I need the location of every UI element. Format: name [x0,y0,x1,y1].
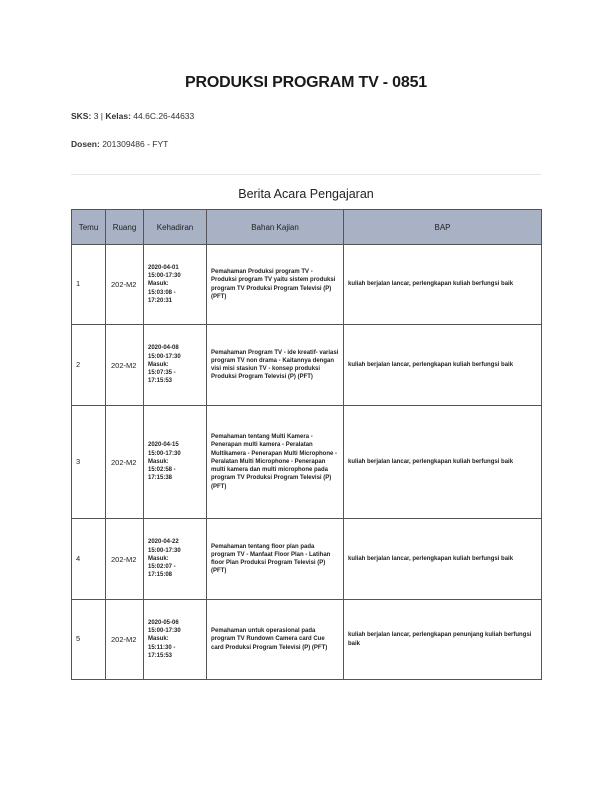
separator: | [100,111,104,121]
table-row [72,519,542,600]
jam: 15:00-17:30 [148,450,181,457]
table-header-row [72,210,542,245]
jam: 15:00-17:30 [148,273,181,280]
ruang-cell: 202-M2 [106,245,144,325]
header-temu: Temu [72,210,106,245]
masuk: 15:03:08 - [148,289,176,296]
dosen-label: Dosen: [71,139,100,149]
divider [71,174,541,175]
ruang-cell: 202-M2 [106,325,144,406]
tanggal: 2020-04-01 [148,264,179,271]
bap-cell: kuliah berjalan lancar, perlengkapan kuliah berfungsi baik [344,325,542,406]
masuk: 15:02:07 - [148,564,176,571]
kehadiran-cell [144,406,207,519]
masuk-label: Masuk: [148,555,169,562]
tanggal: 2020-04-15 [148,442,179,449]
class-info [71,111,194,121]
kehadiran-cell [144,325,207,406]
masuk: 15:07:35 - [148,370,176,377]
kelas-label: Kelas: [105,111,131,121]
masuk-label: Masuk: [148,636,169,643]
tanggal: 2020-04-08 [148,345,179,352]
header-bahan-kajian: Bahan Kajian [207,210,344,245]
sks-value: 3 [93,111,99,121]
keluar: 17:15:53 [148,652,173,659]
keluar: 17:15:53 [148,378,173,385]
lecturer-info [71,139,168,149]
masuk-label: Masuk: [148,361,169,368]
header-ruang: Ruang [106,210,144,245]
jam: 15:00-17:30 [148,547,181,554]
tanggal: 2020-04-22 [148,539,179,546]
masuk: 15:02:58 - [148,467,176,474]
dosen-value: 201309486 - FYT [102,139,169,149]
bap-cell: kuliah berjalan lancar, perlengkapan kuliah berfungsi baik [344,245,542,325]
temu-cell: 3 [72,406,106,519]
keluar: 17:15:08 [148,572,173,579]
table-row [72,406,542,519]
bahan-kajian-cell: Pemahaman tentang Multi Kamera - Penerapan multi kamera - Peralatan Multikamera - Penerapan Multi Microphone - Peralatan Multi Microphone - Penerapan multi kamera dan multi microphone pada program TV Produksi Program Televisi (P) (PFT) [207,406,344,519]
kehadiran-cell [144,519,207,600]
table-row [72,245,542,325]
ruang-cell: 202-M2 [106,519,144,600]
bahan-kajian-cell: Pemahaman untuk operasional pada program TV Rundown Camera card Cue card Produksi Program Televisi (P) (PFT) [207,600,344,680]
header-kehadiran: Kehadiran [144,210,207,245]
tanggal: 2020-05-06 [148,619,179,626]
ruang-cell: 202-M2 [106,406,144,519]
bahan-kajian-cell: Pemahaman tentang floor plan pada program TV - Manfaat Floor Plan - Latihan floor Plan Produksi Program Televisi (P) (PFT) [207,519,344,600]
ruang-cell: 202-M2 [106,600,144,680]
header-bap: BAP [344,210,542,245]
kelas-value: 44.6C.26-44633 [133,111,195,121]
temu-cell: 1 [72,245,106,325]
bahan-kajian-cell: Pemahaman Produksi program TV - Produksi program TV yaitu sistem produksi program TV Produksi Program Televisi (P) (PFT) [207,245,344,325]
sks-label: SKS: [71,111,92,121]
masuk: 15:11:30 - [148,644,176,651]
keluar: 17:15:38 [148,475,173,482]
jam: 15:00-17:30 [148,628,181,635]
kehadiran-cell [144,600,207,680]
bap-cell: kuliah berjalan lancar, perlengkapan kuliah berfungsi baik [344,519,542,600]
table-row [72,325,542,406]
bap-table [71,209,542,680]
bap-cell: kuliah berjalan lancar, perlengkapan penunjang kuliah berfungsi baik [344,600,542,680]
page-title: PRODUKSI PROGRAM TV - 0851 [185,74,427,91]
section-title: Berita Acara Pengajaran [238,187,374,201]
masuk-label: Masuk: [148,458,169,465]
temu-cell: 5 [72,600,106,680]
kehadiran-cell [144,245,207,325]
masuk-label: Masuk: [148,281,169,288]
table-row [72,600,542,680]
temu-cell: 4 [72,519,106,600]
bahan-kajian-cell: Pemahaman Program TV - ide kreatif- variasi program TV non drama - Kaitannya dengan visi misi stasiun TV - konsep produksi Produksi Program Televisi (P) (PFT) [207,325,344,406]
jam: 15:00-17:30 [148,353,181,360]
keluar: 17:20:31 [148,297,173,304]
bap-cell: kuliah berjalan lancar, perlengkapan kuliah berfungsi baik [344,406,542,519]
temu-cell: 2 [72,325,106,406]
